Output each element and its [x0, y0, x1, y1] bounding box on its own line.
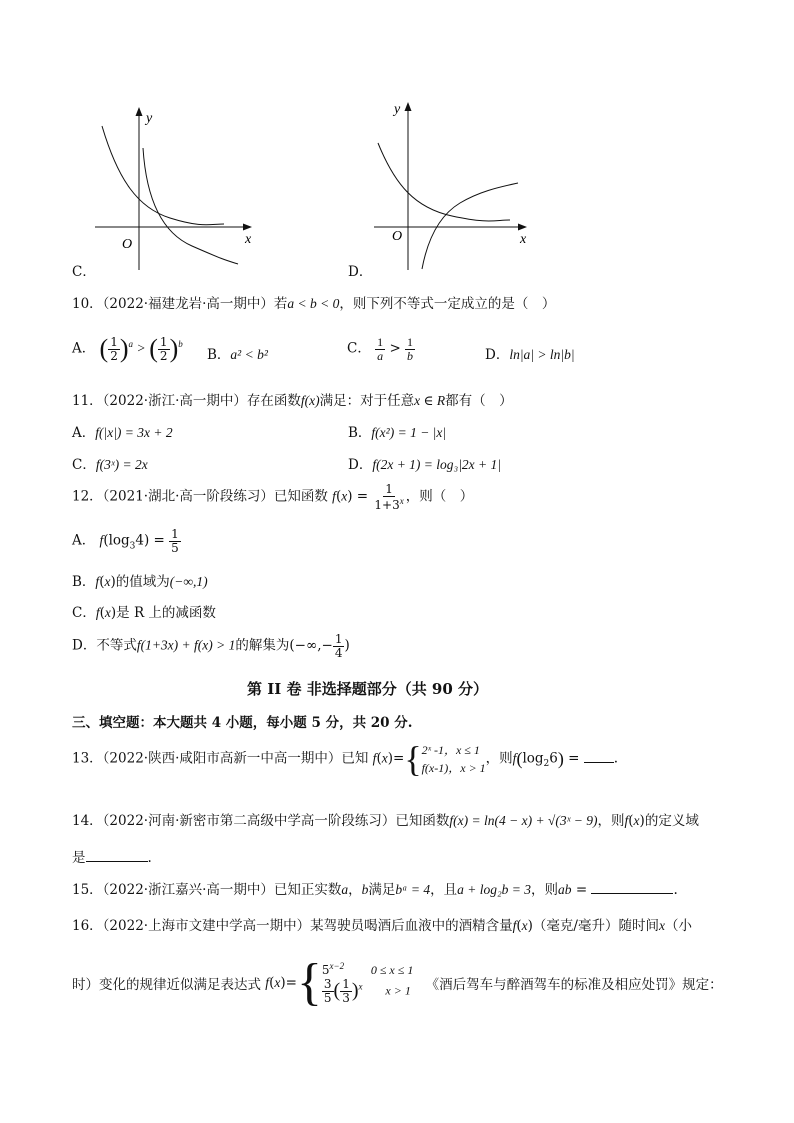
q11-b-expr: f(x²) = 1 − |x|	[371, 425, 447, 440]
curve-decreasing	[102, 126, 224, 225]
q14-line-2	[72, 846, 152, 866]
q16-unit: （毫克/毫升）随时间	[532, 918, 659, 934]
q16-line-2: 时）变化的规律近似满足表达式 f(x)={ $5^{x-2}$ 0 ≤ x ≤ 1 $\frac{3}{5}$ ( $\frac{1}{3}$ )$^x$ x > 1 《酒后驾车与醉酒驾车的标准及相应处罚》规定：	[72, 954, 723, 1011]
q10-stem-end: ，则下列不等式一定成立的是（ ）	[339, 296, 556, 312]
q15-mid-1: ，	[348, 882, 362, 898]
origin-label: O	[392, 229, 403, 244]
q11-c-label: C．	[72, 457, 96, 473]
q16-line-2-text: 时）变化的规律近似满足表达式	[72, 977, 261, 993]
q11-b-label: B．	[348, 425, 372, 441]
q13-piece-1: 2ˣ -1，x ≤ 1	[421, 743, 480, 757]
question-15: 15．（2022·浙江嘉兴·高一期中）已知正实数a，b满足bᵃ = 4，且a + log₂b = 3，则ab = .	[72, 882, 678, 898]
q14-expr: f(x) = ln(4 − x) + √(3ˣ − 9)	[449, 813, 598, 828]
q11-d-label: D．	[348, 457, 373, 473]
q12-option-b: B．f(x)的值域为(−∞,1)	[72, 574, 208, 590]
x-arrow	[518, 224, 527, 231]
q11-c-expr: f(3ˣ) = 2x	[95, 457, 148, 472]
q10-stem: 10．（2022·福建龙岩·高一期中）若	[72, 296, 288, 312]
q15-end: .	[673, 882, 678, 898]
q12-function-frac: $\frac{1}{1+3^x}$	[374, 482, 404, 512]
curve-increasing	[422, 183, 518, 269]
graph-d	[360, 95, 540, 275]
q13-answer-blank[interactable]	[584, 762, 614, 763]
half-frac: $\frac{1}{2}$	[159, 334, 168, 363]
q11-stem-mid: 满足：对于任意	[319, 393, 415, 409]
q11-a-expr: f(|x|) = 3x + 2	[95, 425, 173, 440]
curve-decreasing	[378, 143, 510, 221]
x-arrow	[243, 224, 252, 231]
q14-end: ，则	[597, 813, 625, 829]
q12-c-label: C．	[72, 605, 96, 621]
fill-in-heading: 三、填空题：本大题共 4 小题，每小题 5 分，共 20 分.	[72, 715, 413, 731]
question-10	[72, 292, 555, 312]
y-arrow	[136, 107, 143, 116]
q14-end-2: 的定义域	[644, 813, 699, 829]
option-d-graph-label: D．	[348, 264, 373, 280]
option-c-graph-label: C．	[72, 264, 96, 280]
q12-c-text: 是 R 上的减函数	[116, 605, 216, 621]
q15-mid-3: ，且	[430, 882, 458, 898]
q11-fx: f(x)	[300, 393, 320, 408]
question-11	[72, 389, 513, 409]
q10-b-label: B．	[207, 347, 231, 363]
q10-d-label: D．	[485, 347, 510, 363]
q12-a-label: A．	[72, 532, 96, 549]
q16-end: 《酒后驾车与醉酒驾车的标准及相应处罚》规定：	[425, 977, 723, 993]
q10-option-c: C． $\frac{1}{a}$ > $\frac{1}{b}$	[347, 335, 414, 363]
q12-d-label: D．不等式	[72, 637, 137, 654]
q10-d-expr: ln|a| > ln|b|	[509, 347, 575, 362]
section-title: 第 II 卷 非选择题部分（共 90 分）	[247, 680, 489, 698]
q14-line-2-end: .	[147, 850, 152, 866]
x-label: x	[245, 232, 252, 247]
q10-c-label: C．	[347, 340, 371, 357]
y-label: y	[146, 111, 153, 126]
q14-line-2-text: 是	[72, 850, 86, 866]
q16-piece-1-cond: 0 ≤ x ≤ 1	[370, 963, 414, 978]
q12-option-a: A． $f(\log_34)$ = $\frac{1}{5}$	[72, 527, 179, 555]
q15-cond-2: a + log₂b = 3	[457, 882, 532, 897]
q13-mid: ，则	[485, 750, 513, 767]
q13-stem: 13．（2022·陕西·咸阳市高新一中高一期中）已知	[72, 750, 369, 767]
q13-piece-2: f(x-1)，x > 1	[421, 761, 486, 775]
q12-stem: 12．（2021·湖北·高一阶段练习）已知函数	[72, 488, 328, 505]
q14-stem: 14．（2022·河南·新密市第二高级中学高一阶段练习）已知函数	[72, 813, 450, 829]
question-14: 14．（2022·河南·新密市第二高级中学高一阶段练习）已知函数f(x) = ln(4 − x) + √(3ˣ − 9)，则f(x)的定义域	[72, 813, 699, 829]
graph-c	[80, 100, 270, 275]
q12-b-range: (−∞,1)	[169, 574, 208, 589]
q16-small: （小	[664, 918, 692, 934]
q16-piece-2-cond: x > 1	[385, 984, 411, 998]
origin-label: O	[122, 237, 133, 252]
question-12: 12．（2021·湖北·高一阶段练习）已知函数 f(x) = $\frac{1}{1+3^x}$ ，则（ ）	[72, 482, 474, 512]
q10-option-b	[207, 343, 268, 363]
y-arrow	[405, 102, 412, 111]
q12-option-d: D．不等式f(1+3x) + f(x) > 1的解集为(−∞,− $\frac{1}{4}$ )	[72, 632, 350, 660]
q12-d-text: 的解集为	[235, 637, 290, 654]
q13-end: .	[613, 750, 619, 767]
y-label: y	[394, 102, 401, 117]
q15-mid-2: 满足	[368, 882, 396, 898]
half-frac: $\frac{1}{2}$	[110, 334, 118, 363]
curve-log-like	[143, 148, 238, 264]
q10-a-label: A．	[72, 340, 96, 357]
q11-option-c	[72, 453, 148, 473]
q12-b-text: 的值域为	[115, 574, 170, 590]
question-16: 16．（2022·上海市文建中学高一期中）某驾驶员喝酒后血液中的酒精含量f(x)（毫克/毫升）随时间x（小	[72, 918, 692, 934]
q11-d-expr: f(2x + 1) = log₃|2x + 1|	[372, 457, 501, 472]
q16-stem: 16．（2022·上海市文建中学高一期中）某驾驶员喝酒后血液中的酒精含量	[72, 918, 513, 934]
q11-stem-end: 都有（ ）	[445, 393, 513, 409]
q10-option-a: A． ( $\frac{1}{2}$ )$^a$ > ( $\frac{1}{2}$ )$^b$	[72, 334, 183, 363]
q11-a-label: A．	[72, 425, 96, 441]
q11-option-a	[72, 421, 173, 441]
q11-option-d	[348, 453, 501, 473]
q11-option-b	[348, 421, 446, 441]
q12-stem-end: ，则（ ）	[405, 488, 474, 505]
q12-b-label: B．	[72, 574, 96, 590]
q10-b-expr: a² < b²	[230, 347, 268, 362]
q15-answer-blank[interactable]	[591, 893, 673, 894]
q12-d-inequality: f(1+3x) + f(x) > 1	[136, 637, 236, 653]
q11-stem: 11．（2022·浙江·高一期中）存在函数	[72, 393, 301, 409]
q15-cond-1: bᵃ = 4	[395, 882, 431, 897]
q15-mid-4: ，则	[531, 882, 559, 898]
q15-stem: 15．（2022·浙江嘉兴·高一期中）已知正实数	[72, 882, 342, 898]
q10-condition: a < b < 0	[287, 296, 340, 311]
q10-option-d	[485, 343, 575, 363]
q11-xr: x ∈ R	[414, 393, 446, 408]
q12-option-c: C．f(x)是 R 上的减函数	[72, 605, 216, 621]
x-label: x	[520, 232, 527, 247]
question-13: 13．（2022·陕西·咸阳市高新一中高一期中）已知 f(x)={ 2ˣ -1，x ≤ 1 f(x-1)，x > 1 ，则$f(\log_26)$ = .	[72, 739, 619, 779]
q14-answer-blank[interactable]	[86, 861, 148, 862]
q16-piecewise: $5^{x-2}$ 0 ≤ x ≤ 1 $\frac{3}{5}$ ( $\frac{1}{3}$ )$^x$ x > 1	[321, 961, 414, 1005]
